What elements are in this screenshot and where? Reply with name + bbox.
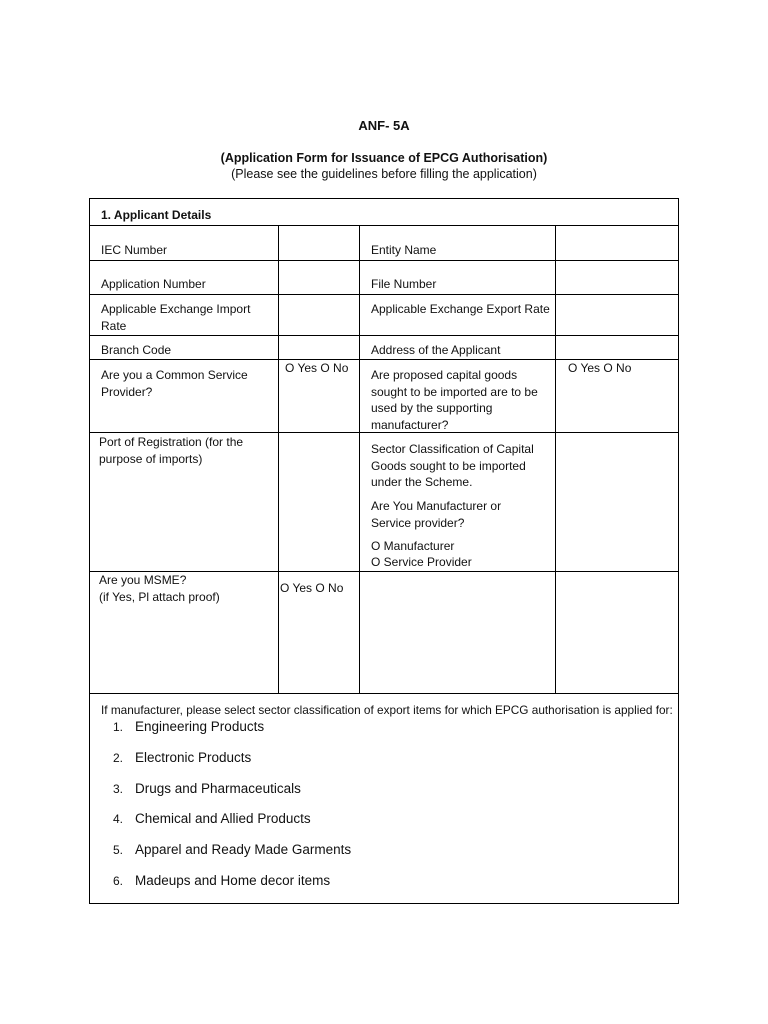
application-number-label: Application Number [101, 277, 206, 291]
capital-goods-question: Are proposed capital goods sought to be imported are to be used by the supporting manufacturer? [371, 368, 538, 432]
branch-code-label: Branch Code [101, 343, 172, 357]
export-section-intro: If manufacturer, please select sector classification of export items for which EPCG authorisation is applied for: [101, 703, 673, 717]
section-title: 1. Applicant Details [101, 208, 212, 222]
row-divider [89, 693, 679, 694]
form-note: (Please see the guidelines before filling the application) [231, 167, 537, 181]
export-item-drugs[interactable]: 3. Drugs and Pharmaceuticals [113, 781, 301, 796]
manufacturer-question: Are You Manufacturer or Service provider? [371, 499, 502, 530]
port-registration-label: Port of Registration (for the purpose of imports) [99, 435, 244, 466]
msme-question: Are you MSME? (if Yes, Pl attach proof) [99, 573, 220, 604]
export-item-engineering[interactable]: 1. Engineering Products [113, 719, 265, 734]
export-item-chemical[interactable]: 4. Chemical and Allied Products [113, 811, 311, 826]
iec-number-label: IEC Number [101, 243, 168, 257]
row-divider [89, 225, 679, 226]
export-item-apparel[interactable]: 5. Apparel and Ready Made Garments [113, 842, 352, 857]
export-item-electronic[interactable]: 2. Electronic Products [113, 750, 252, 765]
capital-goods-yes-no-radio[interactable]: O Yes O No [568, 361, 632, 375]
file-number-label: File Number [371, 277, 437, 291]
msme-yes-no-radio[interactable]: O Yes O No [280, 581, 344, 595]
export-rate-label: Applicable Exchange Export Rate [371, 302, 550, 316]
import-rate-label: Applicable Exchange Import Rate [101, 302, 251, 333]
col-divider [359, 225, 360, 693]
form-title: (Application Form for Issuance of EPCG Authorisation) [220, 151, 548, 165]
col-divider [278, 225, 279, 693]
sector-classification-label: Sector Classification of Capital Goods sought to be imported under the Scheme. [371, 442, 534, 489]
address-label: Address of the Applicant [371, 343, 501, 357]
row-divider [89, 260, 679, 261]
entity-name-label: Entity Name [371, 243, 437, 257]
row-divider [89, 335, 679, 336]
service-provider-radio[interactable]: O Service Provider [371, 555, 472, 569]
csp-question: Are you a Common Service Provider? [101, 368, 248, 399]
row-divider [89, 294, 679, 295]
form-code: ANF- 5A [358, 118, 410, 133]
manufacturer-radio[interactable]: O Manufacturer [371, 539, 455, 553]
col-divider [555, 225, 556, 693]
export-item-madeups[interactable]: 6. Madeups and Home decor items [113, 873, 331, 888]
csp-yes-no-radio[interactable]: O Yes O No [285, 361, 349, 375]
